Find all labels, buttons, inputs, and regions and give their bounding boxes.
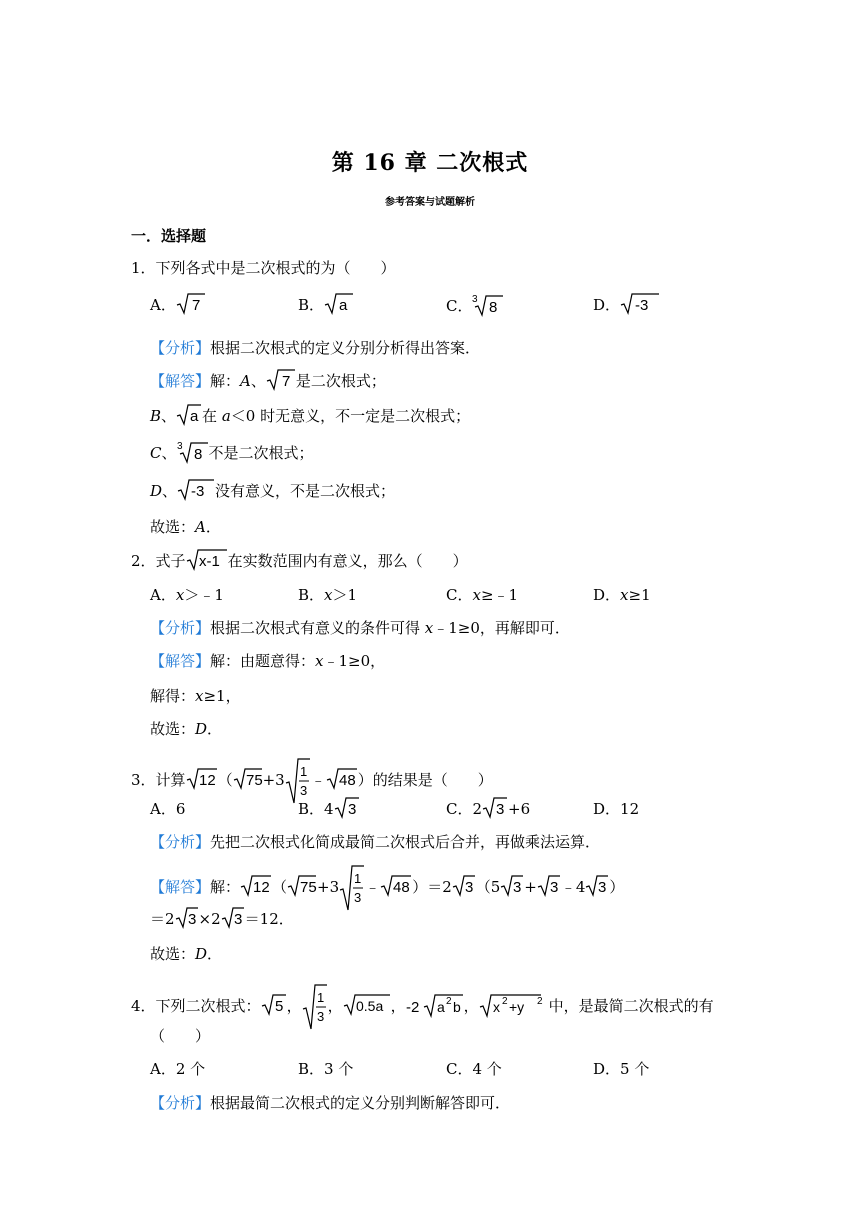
sqrt-48-symbol [326,767,358,791]
q1-solution-line-1: 【解答】解：A、 7 是二次根式； [150,370,386,394]
svg-text:2: 2 [445,996,452,1007]
sqrt-3-symbol [334,796,360,820]
cbrt-8-symbol [472,292,504,318]
radicand: 7 [191,297,201,314]
sqrt-3-symbol [452,874,476,898]
svg-text:3: 3 [549,879,559,896]
svg-text:3: 3 [354,890,362,905]
sqrt-a-symbol [324,292,354,316]
q2-analysis: 【分析】根据二次根式有意义的条件可得 x﹣1≥0，再解即可． [150,619,570,637]
sqrt-3-symbol [482,796,508,820]
sqrt-48-symbol [380,874,412,898]
svg-text:-3: -3 [191,483,205,500]
question-1 [131,257,396,279]
q2-option-d: D．x≥1 [593,586,651,604]
sqrt-7-symbol [176,292,206,316]
q2-option-c: C．x≥﹣1 [446,586,519,604]
page-subtitle: 参考答案与试题解析 [385,197,475,208]
sqrt-75-symbol [233,767,263,791]
sqrt-3-symbol [175,906,199,930]
svg-text:x-1: x-1 [198,553,220,570]
sqrt-12-symbol [186,767,218,791]
q3-option-b: B．4 3 [298,798,360,822]
svg-text:3: 3 [496,801,505,818]
q2-option-a: A．x＞﹣1 [150,586,224,604]
sqrt-5-symbol [261,993,287,1017]
question-number: 1． [131,259,156,277]
q1-solution-line-2: B、 a 在 a＜0 时无意义，不一定是二次根式； [150,405,470,429]
svg-text:0.5a: 0.5a [355,998,383,1014]
q3-analysis: 【分析】先把二次根式化简成最简二次根式后合并，再做乘法运算． [150,833,601,851]
svg-text:a: a [436,999,445,1015]
svg-text:3: 3 [464,879,474,896]
svg-text:3: 3 [513,879,522,896]
q2-option-b: B．x＞1 [298,586,358,604]
sqrt-one-third-symbol [339,864,365,912]
svg-text:1: 1 [354,871,362,886]
sqrt-x-minus-1-symbol [186,548,228,572]
q1-solution-line-3: C、 3 8 不是二次根式； [150,441,314,463]
option-letter: A． [150,296,176,314]
sqrt-3-symbol [537,874,561,898]
q1-analysis: 【分析】根据二次根式的定义分别分析得出答案． [150,339,481,357]
svg-text:3: 3 [598,879,607,896]
q4-option-d: D．5 个 [593,1060,650,1078]
q1-option-b [298,294,354,318]
svg-text:12: 12 [253,879,270,896]
q1-option-a [150,294,206,318]
q4-option-c: C．4 个 [446,1060,502,1078]
radicand: 8 [489,299,498,316]
q3-solution-line-2: ＝2 3 ×2 3 ＝12． [150,908,294,932]
sqrt-12-symbol [240,874,272,898]
q2-choice: 故选：D． [150,720,223,738]
q1-option-c [446,294,504,320]
sqrt-neg3-symbol [620,292,660,316]
svg-text:3: 3 [299,783,307,798]
q3-choice: 故选：D． [150,945,223,963]
svg-text:75: 75 [245,772,263,789]
option-letter: D． [593,296,621,314]
svg-text:2: 2 [501,996,508,1007]
svg-text:2: 2 [536,996,543,1007]
page-title: 第 16 章 二次根式 [331,150,529,176]
question-stem: 下列各式中是二次根式的为（ ） [155,259,396,277]
option-letter: B． [298,296,325,314]
q3-solution-line-1: 【解答】解： 12 （ 75 +3 1 3 ﹣ 48 ）＝2 3 （5 3 + 3 ﹣4 3 ） [150,864,624,912]
svg-text:+y: +y [508,999,524,1015]
neg2-sqrt-a2b-symbol [406,991,464,1019]
radicand: -3 [635,297,649,314]
svg-text:3: 3 [176,441,183,452]
analysis-tag: 【分析】 [150,339,211,357]
root-index: 3 [472,294,479,305]
q4-analysis: 【分析】根据最简二次根式的定义分别判断解答即可． [150,1094,511,1112]
svg-text:3: 3 [316,1009,324,1024]
svg-text:8: 8 [193,446,202,463]
svg-text:12: 12 [198,772,216,789]
svg-text:7: 7 [281,373,291,390]
sqrt-3-symbol [500,874,524,898]
q1-solution-line-4: D、 -3 没有意义，不是二次根式； [150,480,395,504]
q4-option-b: B．3 个 [298,1060,354,1078]
q4-option-a: A．2 个 [150,1060,206,1078]
svg-text:3: 3 [187,911,196,928]
svg-text:x: x [492,999,500,1015]
sqrt-neg3-symbol [177,478,215,502]
svg-text:a: a [190,408,199,425]
radicand: a [339,297,348,314]
svg-text:b: b [452,999,461,1015]
cbrt-8-symbol [177,439,209,465]
svg-text:48: 48 [393,879,410,896]
svg-text:75: 75 [300,879,317,896]
answer-tag: 【解答】 [150,372,211,390]
sqrt-7-symbol [266,368,296,392]
question-3: 3．计算 12 （ 75 +3 1 3 ﹣ 48 ）的结果是（ ） [131,757,493,805]
q4-paren: （ ） [150,1027,211,1045]
svg-text:5: 5 [274,998,283,1015]
q1-option-d [593,294,660,318]
q3-option-d: D．12 [593,800,640,818]
q2-solution: 【解答】解：由题意得：x﹣1≥0， [150,652,386,670]
sqrt-0-5a-symbol [343,993,391,1017]
sqrt-3-symbol [221,906,245,930]
question-2: 2．式子 x-1 在实数范围内有意义，那么（ ） [131,550,468,574]
svg-text:-2: -2 [405,999,419,1016]
svg-text:1: 1 [299,764,307,779]
sqrt-a-symbol [176,403,202,427]
svg-text:3: 3 [233,911,243,928]
svg-text:48: 48 [338,772,356,789]
q3-option-a: A．6 [150,800,186,818]
section-heading: 一．选择题 [131,227,207,245]
q1-choice: 故选：A． [150,518,221,536]
sqrt-x2-plus-y2-symbol [479,991,549,1019]
sqrt-75-symbol [287,874,317,898]
svg-text:3: 3 [347,801,356,818]
option-letter: C． [446,297,473,315]
q2-solve: 解得：x≥1， [150,687,241,705]
q3-option-c: C．2 3 +6 [446,798,530,822]
svg-text:1: 1 [316,990,324,1005]
sqrt-3-symbol [585,874,609,898]
sqrt-one-third-symbol [302,983,328,1031]
question-4: 4．下列二次根式： 5 ， 1 3 ， 0.5a ， -2 a 2 b ， x 2 +y 2 中，是最简二次根式的有 [131,983,714,1031]
